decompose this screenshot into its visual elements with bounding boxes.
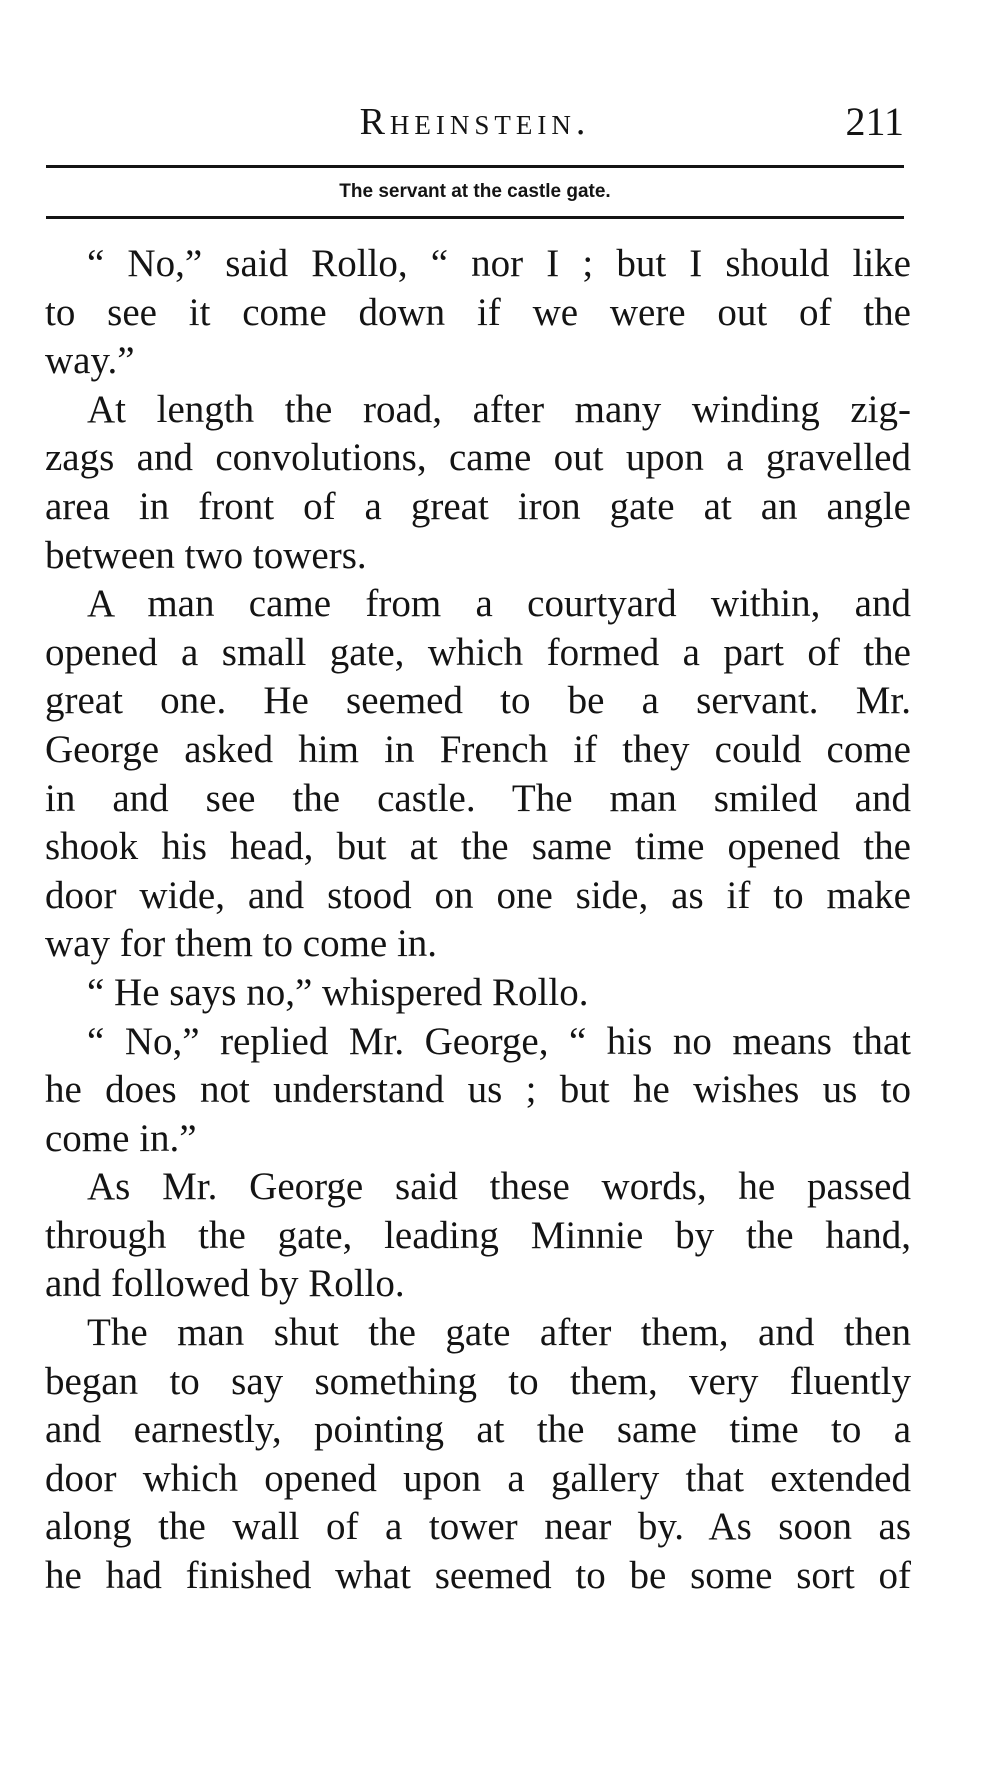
- text-line: in and see the castle. The man smiled and: [45, 776, 911, 820]
- header-rule-bottom: [46, 216, 904, 219]
- paragraph: [45, 580, 911, 969]
- running-head: [46, 98, 904, 146]
- paragraph: [45, 240, 911, 386]
- paragraph: [45, 1309, 911, 1601]
- text-line: along the wall of a tower near by. As soon as: [45, 1505, 911, 1549]
- text-line: way.”: [45, 339, 135, 383]
- text-line: area in front of a great iron gate at an angle: [45, 484, 911, 528]
- text-line: way for them to come in.: [45, 922, 438, 966]
- page-number: 211: [845, 99, 904, 144]
- paragraph: [45, 1018, 911, 1164]
- text-line: between two towers.: [45, 533, 367, 577]
- text-line: At length the road, after many winding zig-: [87, 387, 911, 431]
- text-line: door wide, and stood on one side, as if to make: [45, 873, 911, 917]
- text-line: “ He says no,” whispered Rollo.: [87, 970, 589, 1014]
- text-line: through the gate, leading Minnie by the hand,: [45, 1213, 911, 1257]
- text-line: zags and convolutions, came out upon a gravelled: [45, 436, 911, 480]
- text-line: and earnestly, pointing at the same time to a: [45, 1408, 911, 1452]
- text-line: and followed by Rollo.: [45, 1262, 405, 1306]
- text-line: The man shut the gate after them, and then: [87, 1311, 911, 1355]
- text-line: shook his head, but at the same time opened the: [45, 825, 911, 869]
- header-rule-top: [46, 165, 904, 168]
- text-line: he had finished what seemed to be some sort of: [45, 1554, 911, 1598]
- text-line: A man came from a courtyard within, and: [87, 582, 911, 626]
- text-line: As Mr. George said these words, he passed: [87, 1165, 911, 1209]
- text-line: great one. He seemed to be a servant. Mr.: [45, 679, 911, 723]
- text-line: began to say something to them, very fluently: [45, 1359, 911, 1403]
- text-line: “ No,” said Rollo, “ nor I ; but I should like: [87, 242, 911, 285]
- text-line: opened a small gate, which formed a part of the: [45, 630, 911, 674]
- running-title: Rheinstein.: [359, 101, 591, 143]
- paragraph: [45, 386, 911, 580]
- text-line: he does not understand us ; but he wishes us to: [45, 1068, 911, 1112]
- body-text: [45, 240, 911, 1601]
- text-line: come in.”: [45, 1116, 197, 1160]
- paragraph: [45, 1163, 911, 1309]
- chapter-subhead: The servant at the castle gate.: [339, 181, 611, 202]
- text-line: door which opened upon a gallery that extended: [45, 1456, 911, 1500]
- text-line: “ No,” replied Mr. George, “ his no means that: [87, 1019, 911, 1063]
- text-line: George asked him in French if they could come: [45, 727, 911, 771]
- paragraph: [45, 969, 911, 1018]
- text-line: to see it come down if we were out of the: [45, 290, 911, 334]
